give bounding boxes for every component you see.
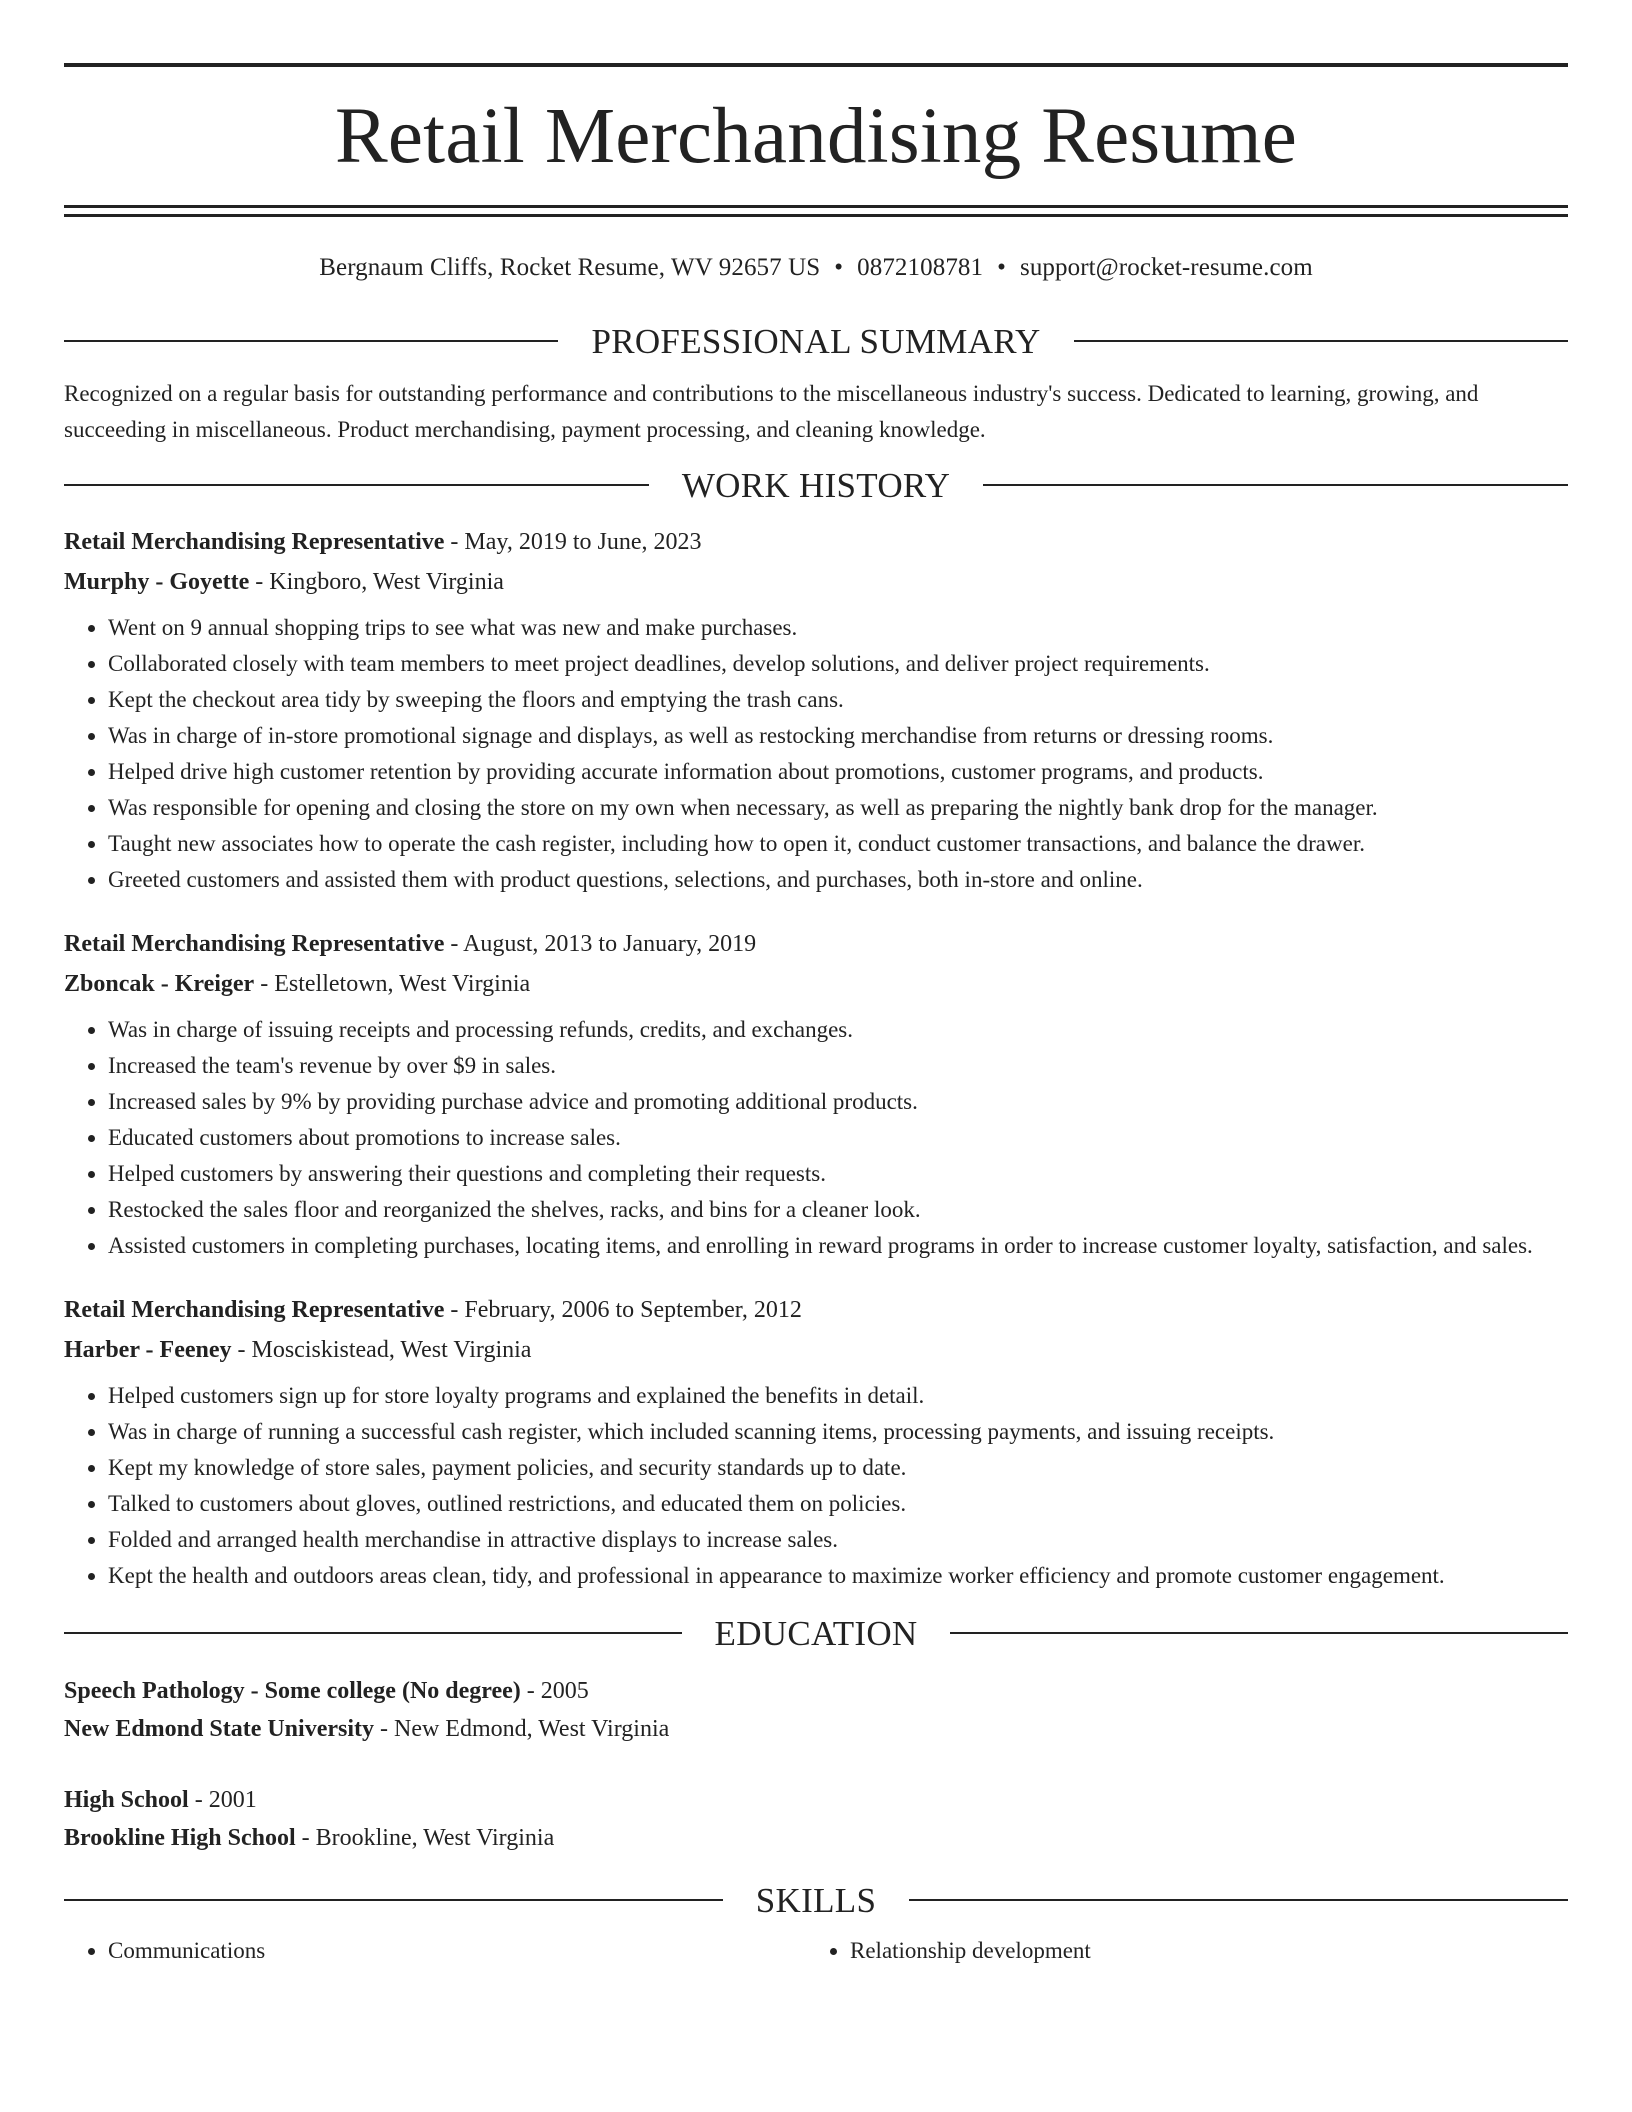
title-double-rule: [64, 205, 1568, 217]
skill-item: • Communications: [108, 1933, 806, 1969]
list-item: • Increased the team's revenue by over $9 in sales.: [108, 1048, 1568, 1084]
list-item: • Increased sales by 9% by providing purchase advice and promoting additional products.: [108, 1084, 1568, 1120]
list-item: • Kept the health and outdoors areas clean, tidy, and professional in appearance to maximize worker efficiency and promote customer engagement.: [108, 1558, 1568, 1594]
list-item: • Helped customers by answering their questions and completing their requests.: [108, 1156, 1568, 1192]
job-company-line: [64, 562, 1568, 602]
list-item: • Talked to customers about gloves, outlined restrictions, and educated them on policies.: [108, 1486, 1568, 1522]
list-item: • Folded and arranged health merchandise in attractive displays to increase sales.: [108, 1522, 1568, 1558]
resume-title: Retail Merchandising Resume: [335, 93, 1297, 180]
education-school: New Edmond State University: [64, 1716, 374, 1742]
education-entry: [64, 1672, 1568, 1748]
education-school: Brookline High School: [64, 1825, 296, 1851]
heading-rule-right: [950, 1632, 1568, 1634]
heading-rule-right: [909, 1899, 1568, 1901]
contact-email: support@rocket-resume.com: [1019, 254, 1313, 281]
section-heading-education: [64, 1608, 1568, 1658]
job-title-line: [64, 924, 1568, 964]
heading-rule-right: [1074, 340, 1568, 342]
education-degree: Speech Pathology - Some college (No degree): [64, 1678, 521, 1704]
contact-address: Bergnaum Cliffs, Rocket Resume, WV 92657 US: [319, 254, 821, 281]
job-company-line: [64, 1330, 1568, 1370]
list-item: • Helped drive high customer retention by providing accurate information about promotions, customer programs, and products.: [108, 754, 1568, 790]
heading-rule-left: [64, 484, 649, 486]
job-location: - Kingboro, West Virginia: [249, 569, 504, 595]
job-title: Retail Merchandising Representative: [64, 1297, 445, 1323]
section-heading-work: [64, 460, 1568, 510]
heading-rule-right: [983, 484, 1568, 486]
list-item: • Restocked the sales floor and reorganized the shelves, racks, and bins for a cleaner look.: [108, 1192, 1568, 1228]
education-degree-line: [64, 1781, 1568, 1819]
education-entry: [64, 1781, 1568, 1857]
list-item: • Assisted customers in completing purchases, locating items, and enrolling in reward programs in order to increase customer loyalty, satisfaction, and sales.: [108, 1228, 1568, 1264]
job-dates: - May, 2019 to June, 2023: [444, 529, 702, 555]
job-company: Murphy - Goyette: [64, 569, 250, 595]
job-title: Retail Merchandising Representative: [64, 529, 445, 555]
job-bullets: [64, 610, 1568, 898]
job-bullets: [64, 1378, 1568, 1594]
education-location: - New Edmond, West Virginia: [374, 1716, 670, 1742]
skills-column-left: [64, 1933, 806, 1969]
heading-label: PROFESSIONAL SUMMARY: [591, 321, 1041, 361]
job-title-line: [64, 522, 1568, 562]
heading-rule-left: [64, 1632, 682, 1634]
job-company: Zboncak - Kreiger: [64, 971, 255, 997]
education-year: - 2005: [520, 1678, 589, 1704]
education-year: - 2001: [188, 1787, 257, 1813]
list-item: • Taught new associates how to operate the cash register, including how to open it, conduct customer transactions, and balance the drawer.: [108, 826, 1568, 862]
contact-line: [64, 255, 1568, 280]
contact-phone: 0872108781: [857, 254, 984, 281]
skills-list: [64, 1933, 1568, 1969]
job-dates: - February, 2006 to September, 2012: [444, 1297, 802, 1323]
job-entry: [64, 924, 1568, 1264]
job-title: Retail Merchandising Representative: [64, 931, 445, 957]
job-dates: - August, 2013 to January, 2019: [444, 931, 757, 957]
job-entry: [64, 522, 1568, 898]
contact-separator: •: [834, 254, 844, 281]
education-school-line: [64, 1819, 1568, 1857]
heading-label: SKILLS: [755, 1880, 877, 1920]
list-item: • Greeted customers and assisted them with product questions, selections, and purchases, both in-store and online.: [108, 862, 1568, 898]
skills-column-right: [806, 1933, 1548, 1969]
list-item: • Kept the checkout area tidy by sweeping the floors and emptying the trash cans.: [108, 682, 1568, 718]
education-school-line: [64, 1710, 1568, 1748]
summary-text: Recognized on a regular basis for outstanding performance and contributions to the miscellaneous industry's success. Dedicated to learning, growing, and succeeding in miscellaneous. Product merchandising, payment processing, and cleaning knowledge.: [64, 381, 1479, 442]
job-company-line: [64, 964, 1568, 1004]
list-item: • Helped customers sign up for store loyalty programs and explained the benefits in detail.: [108, 1378, 1568, 1414]
list-item: • Was in charge of in-store promotional signage and displays, as well as restocking merchandise from returns or dressing rooms.: [108, 718, 1568, 754]
list-item: • Kept my knowledge of store sales, payment policies, and security standards up to date.: [108, 1450, 1568, 1486]
list-item: • Educated customers about promotions to increase sales.: [108, 1120, 1568, 1156]
heading-rule-left: [64, 1899, 723, 1901]
job-location: - Mosciskistead, West Virginia: [231, 1337, 532, 1363]
job-title-line: [64, 1290, 1568, 1330]
job-bullets: [64, 1012, 1568, 1264]
heading-rule-left: [64, 340, 558, 342]
heading-label: WORK HISTORY: [681, 465, 951, 505]
job-location: - Estelletown, West Virginia: [254, 971, 531, 997]
list-item: • Was in charge of running a successful cash register, which included scanning items, processing payments, and issuing receipts.: [108, 1414, 1568, 1450]
education-location: - Brookline, West Virginia: [295, 1825, 555, 1851]
education-degree-line: [64, 1672, 1568, 1710]
education-degree: High School: [64, 1787, 189, 1813]
heading-label: EDUCATION: [714, 1613, 918, 1653]
section-heading-summary: [64, 316, 1568, 366]
list-item: • Was responsible for opening and closing the store on my own when necessary, as well as preparing the nightly bank drop for the manager.: [108, 790, 1568, 826]
contact-separator: •: [997, 254, 1006, 281]
list-item: • Was in charge of issuing receipts and processing refunds, credits, and exchanges.: [108, 1012, 1568, 1048]
job-company: Harber - Feeney: [64, 1337, 232, 1363]
list-item: • Collaborated closely with team members to meet project deadlines, develop solutions, and deliver project requirements.: [108, 646, 1568, 682]
section-heading-skills: [64, 1875, 1568, 1925]
skill-item: • Relationship development: [850, 1933, 1548, 1969]
list-item: • Went on 9 annual shopping trips to see what was new and make purchases.: [108, 610, 1568, 646]
job-entry: [64, 1290, 1568, 1594]
